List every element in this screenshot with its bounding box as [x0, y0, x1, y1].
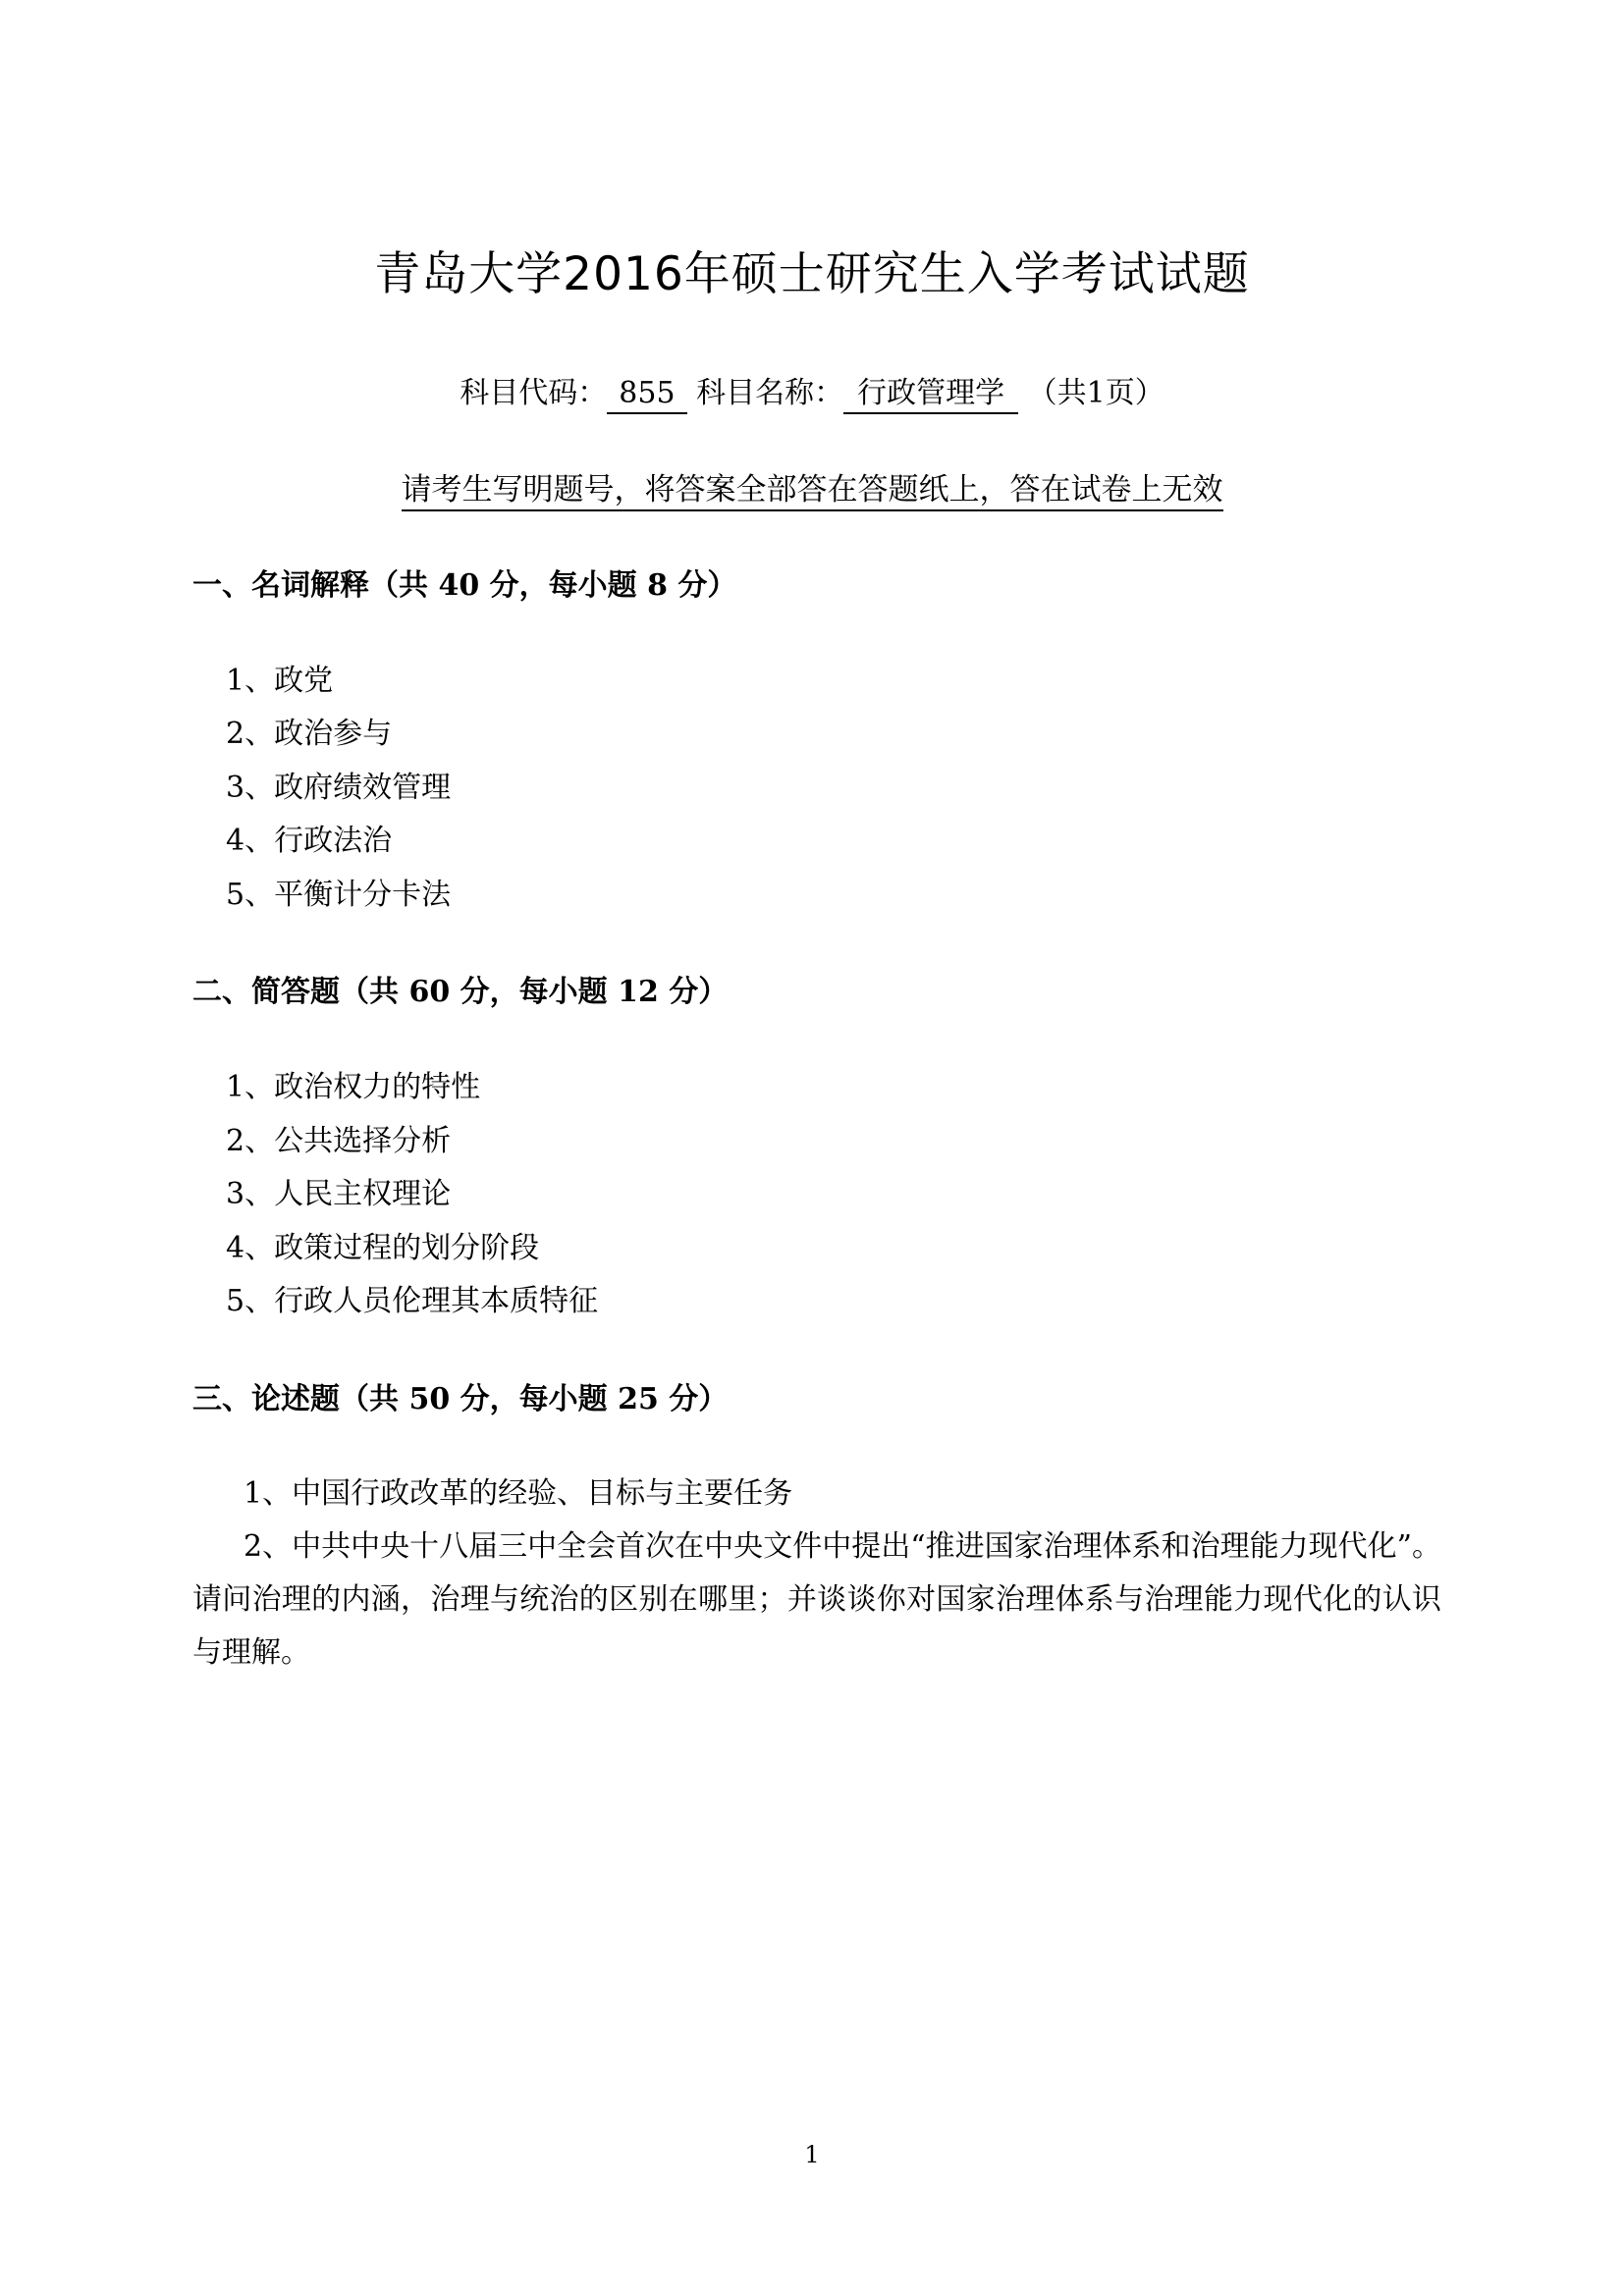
subject-code: 855: [607, 375, 686, 414]
question-item: 2、公共选择分析: [226, 1124, 452, 1158]
question-item: 2、政治参与: [226, 717, 393, 751]
exam-notice: [0, 469, 1624, 510]
essay-question-1: 1、中国行政改革的经验、目标与主要任务: [244, 1476, 793, 1511]
question-item: 4、政策过程的划分阶段: [226, 1231, 540, 1265]
question-item: 1、政治权力的特性: [226, 1070, 481, 1104]
subject-code-label: 科目代码：: [460, 376, 608, 410]
page-number: 1: [804, 2141, 820, 2168]
subject-info: [0, 373, 1624, 414]
question-item: 1、政党: [226, 664, 334, 698]
question-item: 3、人民主权理论: [226, 1177, 452, 1211]
subject-name: 行政管理学: [843, 375, 1018, 414]
subject-name-label: 科目名称：: [696, 376, 844, 410]
question-item: 4、行政法治: [226, 824, 393, 858]
section-heading-1: 一、名词解释（共 40 分，每小题 8 分）: [192, 568, 737, 603]
essay-question-2: 2、中共中央十八届三中全会首次在中央文件中提出“推进国家治理体系和治理能力现代化”。请问治理的内涵，治理与统治的区别在哪里；并谈谈你对国家治理体系与治理能力现代化的认识与理解。: [192, 1529, 1441, 1670]
section-heading-3: 三、论述题（共 50 分，每小题 25 分）: [192, 1382, 729, 1416]
page-count: （共1页）: [1027, 376, 1164, 410]
question-item: 5、平衡计分卡法: [226, 878, 452, 912]
question-item: 5、行政人员伦理其本质特征: [226, 1284, 599, 1318]
notice-text: 请考生写明题号，将答案全部答在答题纸上，答在试卷上无效: [402, 472, 1223, 511]
essay-questions: [192, 1468, 1441, 1680]
exam-title: 青岛大学2016年硕士研究生入学考试试题: [374, 247, 1250, 301]
section-heading-2: 二、简答题（共 60 分，每小题 12 分）: [192, 975, 729, 1009]
question-item: 3、政府绩效管理: [226, 771, 452, 805]
